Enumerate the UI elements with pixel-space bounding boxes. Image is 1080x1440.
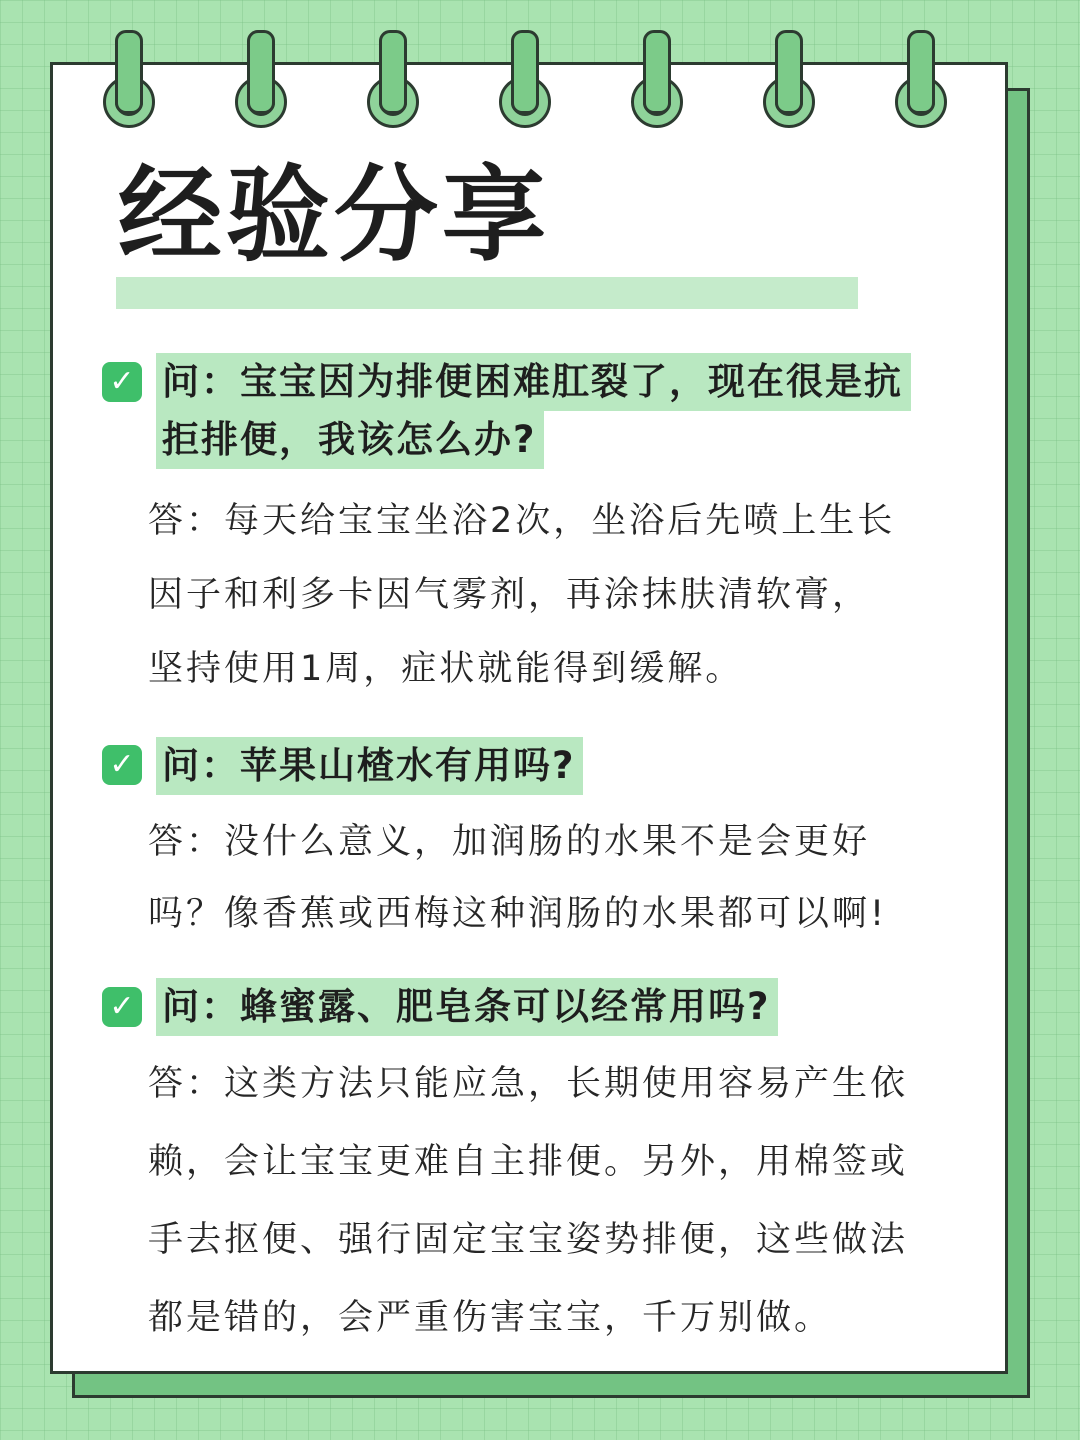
answer-line: 答：这类方法只能应急，长期使用容易产生依 — [148, 1064, 909, 1104]
page-title: 经验分享 — [118, 154, 551, 276]
answer-line: 都是错的，会严重伤害宝宝，千万别做。 — [148, 1298, 833, 1338]
binder-ring-icon — [895, 30, 947, 128]
answer-line: 答：没什么意义，加润肠的水果不是会更好 — [148, 822, 871, 862]
question-1 — [156, 353, 911, 469]
binder-ring-icon — [103, 30, 155, 128]
binder-ring-icon — [367, 30, 419, 128]
answer-2 — [148, 806, 978, 950]
check-icon: ✓ — [102, 745, 142, 785]
question-line: 问：蜂蜜露、肥皂条可以经常用吗? — [156, 978, 778, 1036]
question-line: 拒排便，我该怎么办? — [156, 411, 544, 469]
answer-line: 因子和利多卡因气雾剂，再涂抹肤清软膏， — [148, 575, 871, 615]
check-icon: ✓ — [102, 362, 142, 402]
check-icon: ✓ — [102, 987, 142, 1027]
question-2 — [156, 737, 583, 795]
binder-ring-icon — [631, 30, 683, 128]
answer-line: 吗？像香蕉或西梅这种润肠的水果都可以啊! — [148, 894, 888, 934]
answer-line: 坚持使用1周，症状就能得到缓解。 — [148, 649, 744, 689]
binder-ring-icon — [499, 30, 551, 128]
answer-3 — [148, 1045, 978, 1357]
question-3 — [156, 978, 778, 1036]
answer-line: 手去抠便、强行固定宝宝姿势排便，这些做法 — [148, 1220, 909, 1260]
answer-line: 答：每天给宝宝坐浴2次，坐浴后先喷上生长 — [148, 501, 896, 541]
binder-ring-icon — [235, 30, 287, 128]
answer-line: 赖，会让宝宝更难自主排便。另外，用棉签或 — [148, 1142, 909, 1182]
question-line: 问：苹果山楂水有用吗? — [156, 737, 583, 795]
question-line: 问：宝宝因为排便困难肛裂了，现在很是抗 — [156, 353, 911, 411]
title-underline — [116, 277, 858, 309]
binder-ring-icon — [763, 30, 815, 128]
answer-1 — [148, 484, 978, 706]
